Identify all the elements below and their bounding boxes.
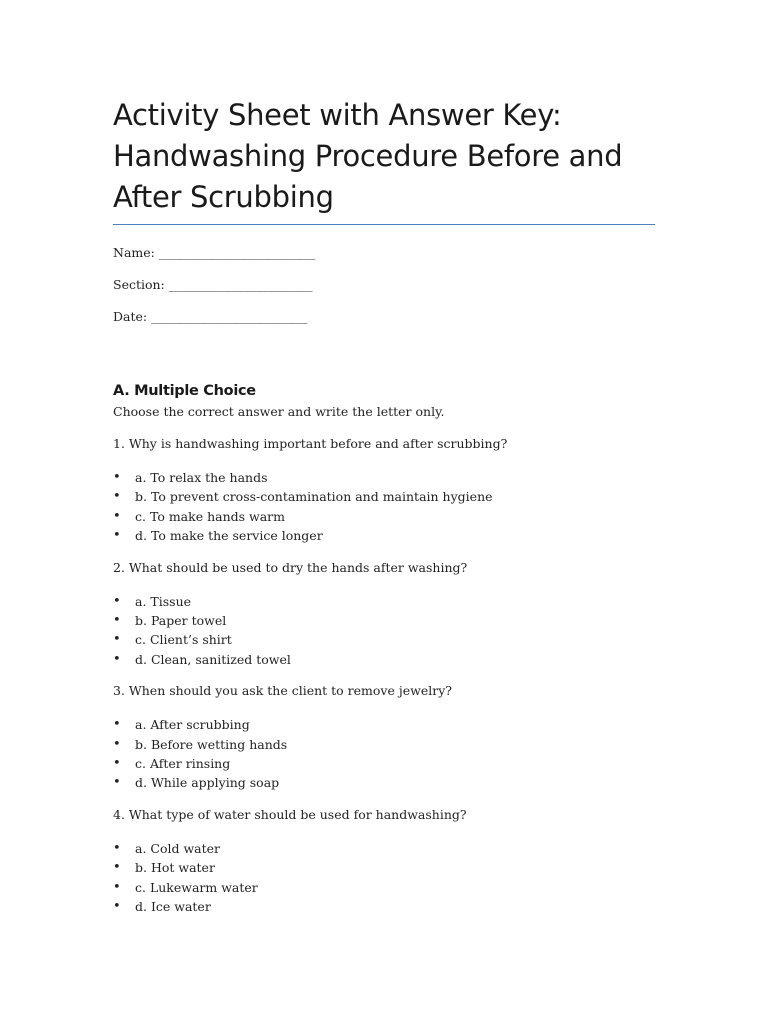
question-1-options: [113, 468, 655, 546]
option-item: [113, 715, 655, 734]
option-item: [113, 611, 655, 630]
option-item: [113, 487, 655, 506]
option-item: [113, 735, 655, 754]
name-field: Name: _________________________: [113, 245, 316, 260]
question-4: 4. What type of water should be used for handwashing?: [113, 806, 467, 822]
bullet-icon: •: [113, 489, 121, 505]
section-a-heading: A. Multiple Choice: [113, 383, 256, 399]
option-text: c. Lukewarm water: [135, 879, 258, 895]
option-text: b. Paper towel: [135, 613, 227, 629]
question-1: 1. Why is handwashing important before and after scrubbing?: [113, 436, 508, 451]
option-text: d. While applying soap: [135, 775, 280, 791]
question-3: 3. When should you ask the client to remove jewelry?: [113, 683, 452, 699]
title-line-2: Handwashing Procedure Before and: [113, 139, 623, 173]
bullet-icon: •: [113, 879, 121, 895]
option-item: [113, 650, 655, 669]
option-text: c. Client’s shirt: [135, 632, 232, 648]
option-item: [113, 773, 655, 792]
bullet-icon: •: [113, 613, 121, 629]
bullet-icon: •: [113, 736, 121, 752]
option-text: a. Cold water: [135, 840, 221, 856]
option-item: [113, 507, 655, 526]
option-text: d. Ice water: [135, 899, 211, 915]
bullet-icon: •: [113, 651, 121, 667]
bullet-icon: •: [113, 632, 121, 648]
option-text: a. Tissue: [135, 593, 192, 609]
question-2-options: [113, 592, 655, 670]
bullet-icon: •: [113, 756, 121, 772]
bullet-icon: •: [113, 508, 121, 524]
option-text: b. Hot water: [135, 860, 215, 876]
bullet-icon: •: [113, 840, 121, 856]
title-line-3: After Scrubbing: [113, 180, 334, 214]
question-3-options: [113, 715, 655, 793]
question-2: 2. What should be used to dry the hands after washing?: [113, 559, 468, 575]
option-text: c. After rinsing: [135, 756, 231, 772]
option-text: d. To make the service longer: [135, 528, 323, 544]
option-item: [113, 897, 655, 916]
option-text: a. After scrubbing: [135, 717, 250, 733]
title-line-1: Activity Sheet with Answer Key:: [113, 98, 562, 132]
option-item: [113, 754, 655, 773]
bullet-icon: •: [113, 775, 121, 791]
bullet-icon: •: [113, 470, 121, 485]
section-field: Section: _______________________: [113, 277, 313, 292]
bullet-icon: •: [113, 593, 121, 609]
option-item: [113, 630, 655, 649]
option-item: [113, 526, 655, 545]
document-title: [113, 95, 655, 225]
student-info-fields: [113, 245, 655, 325]
bullet-icon: •: [113, 860, 121, 876]
option-text: b. Before wetting hands: [135, 736, 288, 752]
option-text: b. To prevent cross-contamination and maintain hygiene: [135, 489, 493, 505]
option-item: [113, 592, 655, 611]
option-text: a. To relax the hands: [135, 470, 268, 485]
bullet-icon: •: [113, 528, 121, 544]
option-item: [113, 878, 655, 897]
option-item: [113, 858, 655, 877]
option-item: [113, 839, 655, 858]
document-page: [113, 95, 655, 931]
bullet-icon: •: [113, 717, 121, 733]
bullet-icon: •: [113, 899, 121, 915]
question-4-options: [113, 839, 655, 917]
option-text: d. Clean, sanitized towel: [135, 651, 291, 667]
option-item: [113, 468, 655, 487]
section-a-instruction: Choose the correct answer and write the letter only.: [113, 404, 445, 419]
date-field: Date: _________________________: [113, 309, 308, 324]
option-text: c. To make hands warm: [135, 508, 285, 524]
